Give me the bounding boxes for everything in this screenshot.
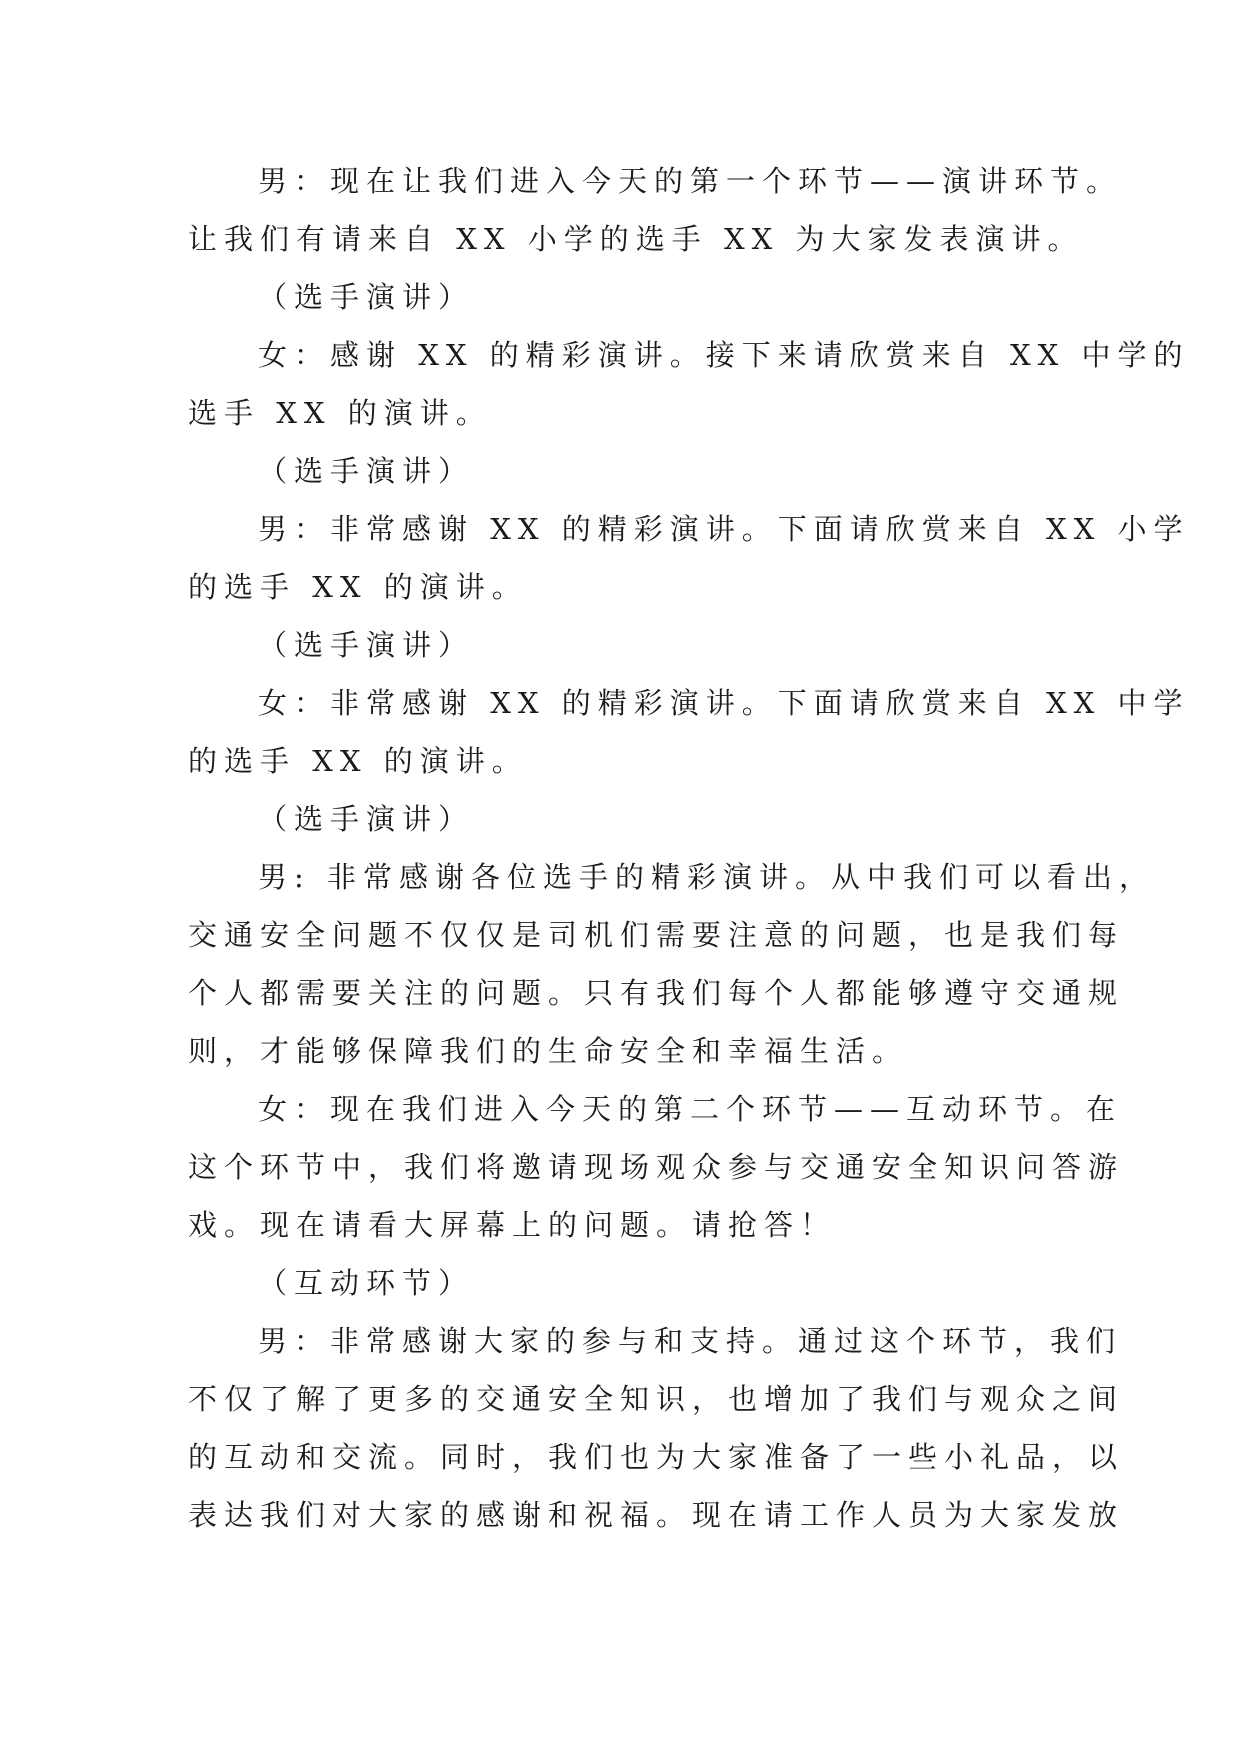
text-line: 表达我们对大家的感谢和祝福。现在请工作人员为大家发放 [188,1498,1125,1532]
text-line: 戏。现在请看大屏幕上的问题。请抢答！ [188,1208,837,1242]
text-line: 女：非常感谢 XX 的精彩演讲。下面请欣赏来自 XX 中学 [258,686,1190,720]
text-line: 交通安全问题不仅仅是司机们需要注意的问题，也是我们每 [188,918,1125,952]
stage-direction: （选手演讲） [258,280,475,314]
document-body [188,152,1190,1544]
text-line: 选手 XX 的演讲。 [188,396,492,430]
text-line: 男: 非常感谢各位选手的精彩演讲。从中我们可以看出， [258,860,1155,894]
text-line: 男：现在让我们进入今天的第一个环节——演讲环节。 [258,164,1123,198]
stage-direction: （选手演讲） [258,454,475,488]
stage-direction: （选手演讲） [258,802,475,836]
text-line: 的选手 XX 的演讲。 [188,744,528,778]
text-line: 男：非常感谢 XX 的精彩演讲。下面请欣赏来自 XX 小学 [258,512,1190,546]
text-line: 的选手 XX 的演讲。 [188,570,528,604]
text-line: 女：感谢 XX 的精彩演讲。接下来请欣赏来自 XX 中学的 [258,338,1190,372]
text-line: 则，才能够保障我们的生命安全和幸福生活。 [188,1034,909,1068]
text-line: 的互动和交流。同时，我们也为大家准备了一些小礼品，以 [188,1440,1125,1474]
text-line: 让我们有请来自 XX 小学的选手 XX 为大家发表演讲。 [188,222,1084,256]
text-line: 这个环节中，我们将邀请现场观众参与交通安全知识问答游 [188,1150,1125,1184]
text-line: 男：非常感谢大家的参与和支持。通过这个环节，我们 [258,1324,1123,1358]
text-line: 女：现在我们进入今天的第二个环节——互动环节。在 [258,1092,1123,1126]
text-line: 不仅了解了更多的交通安全知识，也增加了我们与观众之间 [188,1382,1125,1416]
stage-direction: （选手演讲） [258,628,475,662]
stage-direction: （互动环节） [258,1266,475,1300]
text-line: 个人都需要关注的问题。只有我们每个人都能够遵守交通规 [188,976,1125,1010]
